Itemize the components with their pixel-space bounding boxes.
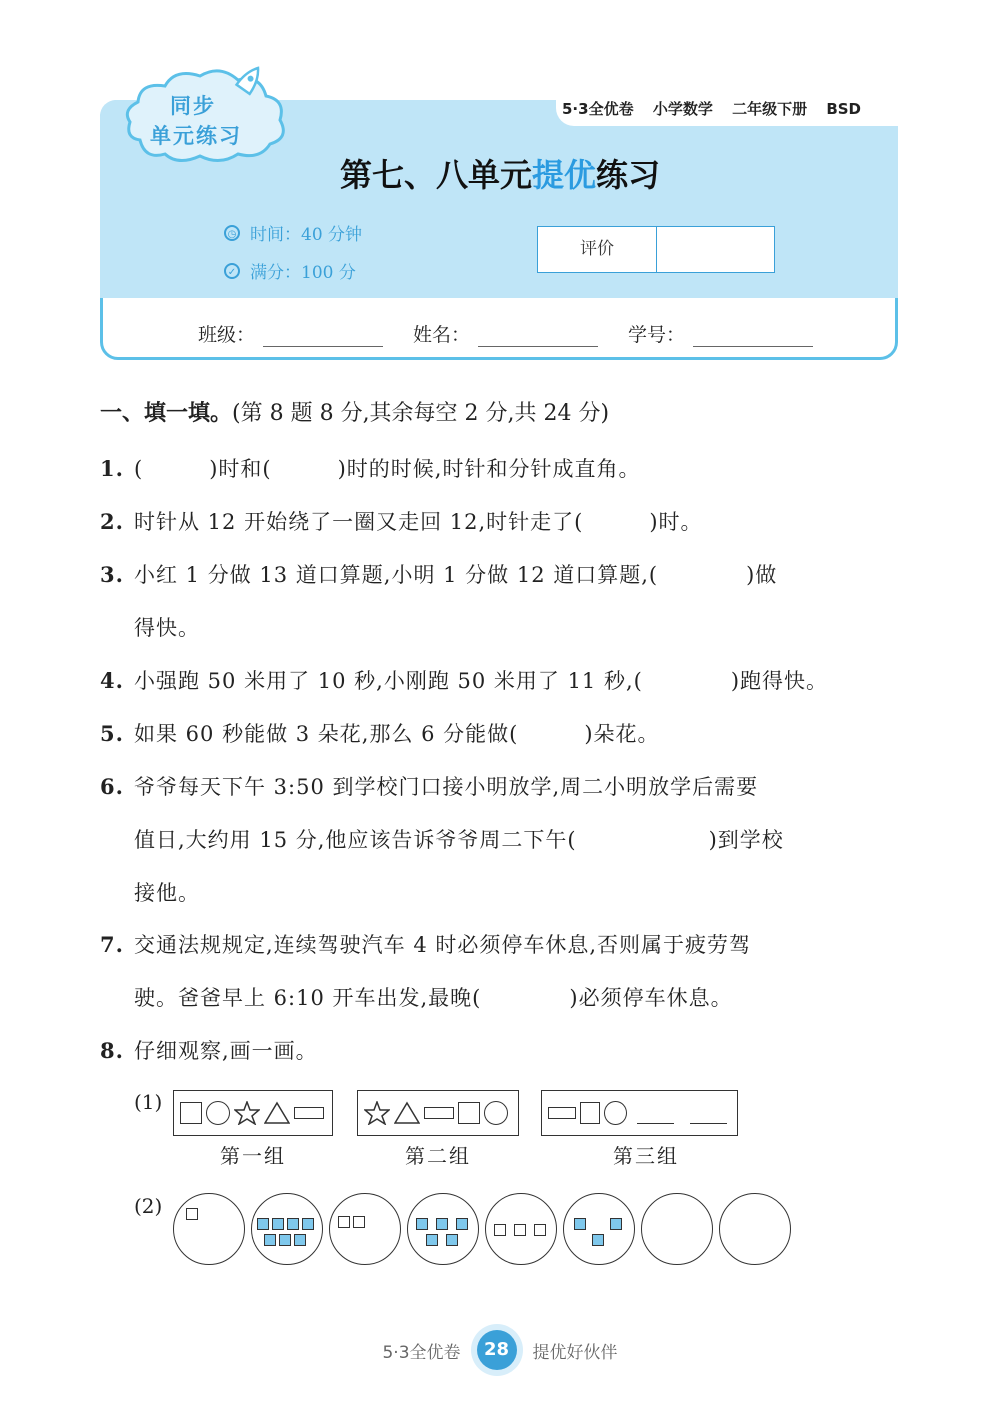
- group-label-3: 第三组: [613, 1144, 679, 1168]
- section-heading: 一、填一填。: [100, 401, 233, 426]
- question-number: 4.: [100, 668, 124, 693]
- group-label-1: 第一组: [220, 1144, 286, 1168]
- question-text: 小红 1 分做 13 道口算题,小明 1 分做 12 道口算题,( )做: [134, 563, 778, 587]
- clock-icon: ◷: [224, 225, 240, 241]
- square-icon: [458, 1102, 480, 1124]
- square-icon: [456, 1218, 468, 1230]
- question-text-cont: 驶。爸爸早上 6:10 开车出发,最晚( )必须停车休息。: [134, 986, 733, 1010]
- square-icon: [287, 1218, 299, 1230]
- question-text-cont: 值日,大约用 15 分,他应该告诉爷爷周二下午( )到学校: [134, 828, 784, 852]
- pattern-circle-5: [485, 1193, 557, 1265]
- id-field: [628, 320, 813, 347]
- title-post: 练习: [596, 156, 661, 194]
- question-3: [100, 548, 900, 655]
- question-text: 交通法规规定,连续驾驶汽车 4 时必须停车休息,否则属于疲劳驾: [134, 933, 752, 957]
- name-input[interactable]: [478, 326, 598, 347]
- shape-group-3: [541, 1090, 738, 1136]
- footer-series: 5·3全优卷: [382, 1342, 461, 1363]
- square-icon: [180, 1102, 202, 1124]
- question-number: 3.: [100, 562, 124, 587]
- badge-line2: 单元练习: [150, 124, 242, 148]
- triangle-icon: [394, 1101, 420, 1125]
- class-label: 班级：: [198, 324, 256, 346]
- title-highlight: 提优: [531, 156, 596, 194]
- question-8: [100, 1024, 900, 1078]
- pattern-circle-6: [563, 1193, 635, 1265]
- rectangle-icon: [548, 1107, 576, 1119]
- question-4: [100, 654, 900, 708]
- section-note: (第 8 题 8 分,其余每空 2 分,共 24 分): [232, 401, 610, 426]
- question-number: 2.: [100, 509, 124, 534]
- square-icon: [494, 1224, 506, 1236]
- question-number: 8.: [100, 1038, 124, 1063]
- question-text: 仔细观察,画一画。: [134, 1039, 318, 1063]
- question-7: [100, 918, 900, 1025]
- answer-circle-2[interactable]: [719, 1193, 791, 1265]
- question-2: [100, 495, 900, 549]
- square-icon: [294, 1234, 306, 1246]
- square-icon: [426, 1234, 438, 1246]
- score-row: [224, 258, 356, 283]
- square-icon: [338, 1216, 350, 1228]
- pattern-circle-2: [251, 1193, 323, 1265]
- name-field: [413, 320, 598, 347]
- id-label: 学号：: [628, 324, 686, 346]
- answer-blank[interactable]: [637, 1103, 674, 1124]
- circle-icon: [604, 1101, 626, 1125]
- square-icon: [592, 1234, 604, 1246]
- evaluation-box: [537, 226, 775, 273]
- square-icon: [436, 1218, 448, 1230]
- square-icon: [186, 1208, 198, 1220]
- square-icon: [272, 1218, 284, 1230]
- series-edition: BSD: [826, 100, 861, 118]
- series-grade: 二年级下册: [732, 100, 808, 118]
- section-title: [100, 396, 609, 427]
- question-6: [100, 760, 900, 920]
- shape-group-2: [357, 1090, 519, 1136]
- answer-blank[interactable]: [690, 1103, 727, 1124]
- series-subject: 小学数学: [652, 100, 713, 118]
- question-number: 7.: [100, 932, 124, 957]
- question-number: 6.: [100, 774, 124, 799]
- id-input[interactable]: [693, 326, 813, 347]
- square-icon: [353, 1216, 365, 1228]
- rectangle-icon: [424, 1107, 454, 1119]
- pattern-circle-4: [407, 1193, 479, 1265]
- star-icon: [364, 1101, 390, 1125]
- answer-circle-1[interactable]: [641, 1193, 713, 1265]
- question-text-cont2: 接他。: [134, 881, 200, 905]
- shape-group-1: [173, 1090, 333, 1136]
- square-icon: [416, 1218, 428, 1230]
- pattern-circle-3: [329, 1193, 401, 1265]
- square-icon: [264, 1234, 276, 1246]
- square-icon: [446, 1234, 458, 1246]
- square-icon: [610, 1218, 622, 1230]
- check-icon: ✓: [224, 263, 240, 279]
- circle-icon: [206, 1101, 230, 1125]
- square-icon: [514, 1224, 526, 1236]
- circle-icon: [484, 1101, 508, 1125]
- question-number: 1.: [100, 456, 124, 481]
- class-field: [198, 320, 383, 347]
- time-text: 时间：40 分钟: [250, 225, 363, 245]
- square-icon: [574, 1218, 586, 1230]
- score-text: 满分：100 分: [250, 263, 356, 283]
- q8-part1-label: (1): [134, 1090, 163, 1114]
- group-label-2: 第二组: [405, 1144, 471, 1168]
- page-footer: [0, 1330, 1000, 1370]
- question-text: 爷爷每天下午 3:50 到学校门口接小明放学,周二小明放学后需要: [134, 775, 759, 799]
- square-icon: [302, 1218, 314, 1230]
- question-text: 时针从 12 开始绕了一圈又走回 12,时针走了( )时。: [134, 510, 703, 534]
- triangle-icon: [264, 1101, 290, 1125]
- pattern-circle-1: [173, 1193, 245, 1265]
- series-info: [562, 98, 902, 119]
- question-1: [100, 442, 900, 496]
- page-title: [0, 150, 1000, 196]
- question-text: ( )时和( )时的时候,时针和分针成直角。: [134, 457, 641, 481]
- square-icon: [279, 1234, 291, 1246]
- badge-line1: 同步: [170, 94, 216, 118]
- question-text-cont: 得快。: [134, 616, 200, 640]
- series-name: 5·3全优卷: [562, 100, 634, 118]
- star-icon: [234, 1101, 260, 1125]
- evaluation-label: 评价: [538, 227, 657, 272]
- student-info-row: [198, 320, 843, 347]
- rectangle-icon: [294, 1107, 324, 1119]
- question-number: 5.: [100, 721, 124, 746]
- question-5: [100, 707, 900, 761]
- square-icon: [257, 1218, 269, 1230]
- question-text: 如果 60 秒能做 3 朵花,那么 6 分能做( )朵花。: [134, 722, 660, 746]
- class-input[interactable]: [263, 326, 383, 347]
- page-number: 28: [477, 1330, 517, 1370]
- question-text: 小强跑 50 米用了 10 秒,小刚跑 50 米用了 11 秒,( )跑得快。: [134, 669, 829, 693]
- evaluation-field[interactable]: [657, 227, 774, 272]
- square-icon: [580, 1102, 601, 1124]
- title-pre: 第七、八单元: [339, 156, 532, 194]
- square-icon: [534, 1224, 546, 1236]
- footer-slogan: 提优好伙伴: [532, 1342, 618, 1363]
- time-row: [224, 220, 362, 245]
- q8-part2-label: (2): [134, 1194, 163, 1218]
- name-label: 姓名：: [413, 324, 471, 346]
